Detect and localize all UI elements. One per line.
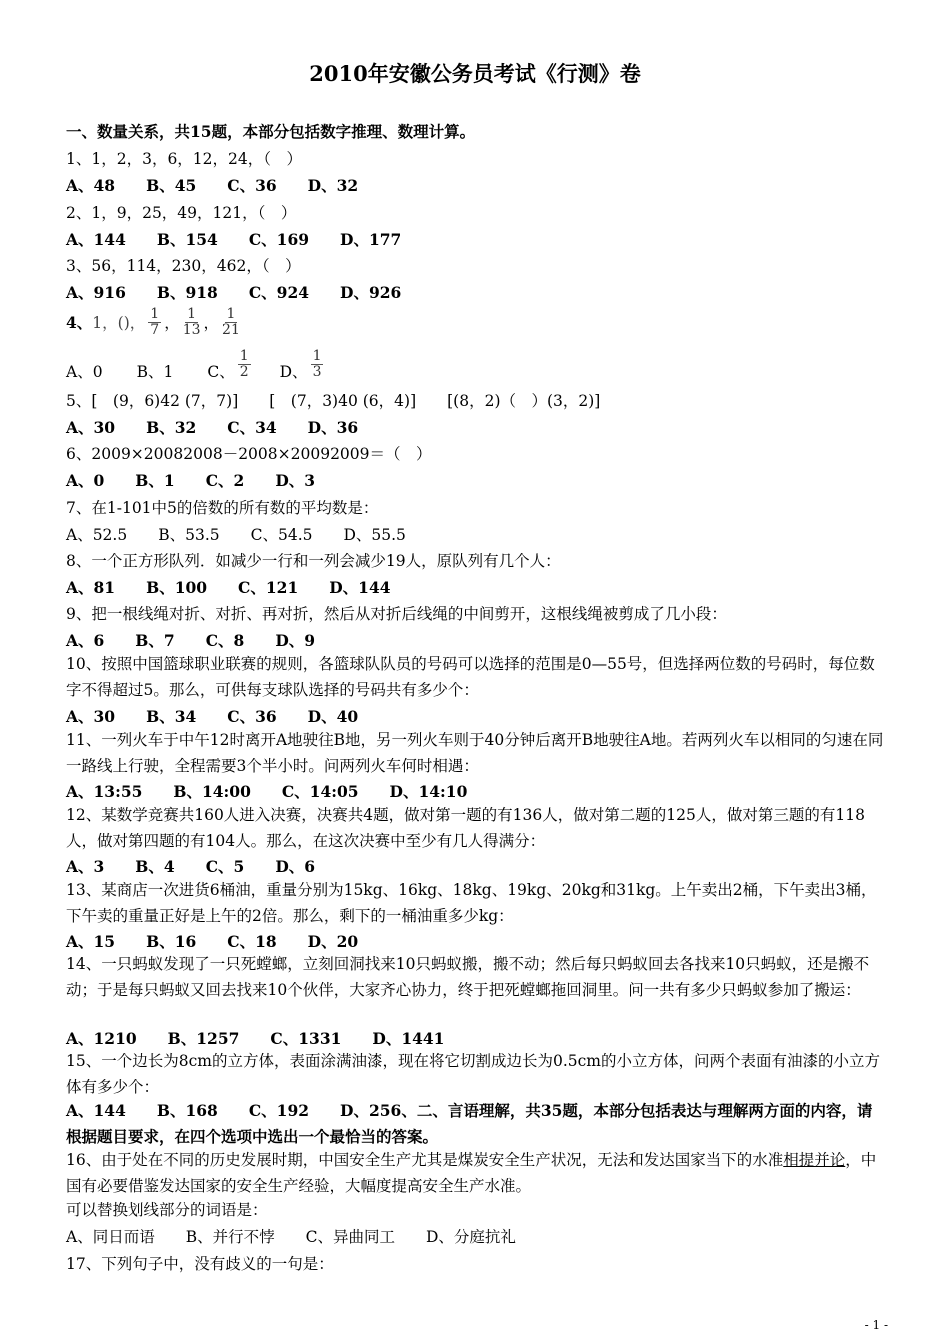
question-3: 3、56，114，230，462，（ ）	[66, 257, 301, 275]
options-3: A、916 B、918 C、924 D、926	[66, 283, 402, 302]
question-12: 12、某数学竞赛共160人进入决赛，决赛共4题，做对第一题的有136人，做对第二题的125人，做对第三题的有118人，做对第四题的有104人。那么，在这次决赛中至少有几人得满分：	[66, 806, 865, 850]
options-8: A、81 B、100 C、121 D、144	[66, 578, 391, 597]
question-1: 1、1，2，3，6，12，24，（ ）	[66, 150, 303, 168]
option-4b: B、1	[136, 363, 174, 381]
question-11: 11、一列火车于中午12时离开A地驶往B地，另一列火车则于40分钟后离开B地驶往A地。若两列火车以相同的匀速在同一路线上行驶，全程需要3个半小时。问两列火车何时相遇：	[66, 731, 884, 775]
fraction-1-7: $\frac{1}{7}$	[150, 305, 160, 338]
question-17: 17、下列句子中，没有歧义的一句是：	[66, 1255, 334, 1273]
options-10: A、30 B、34 C、36 D、40	[66, 707, 359, 726]
options-14: A、1210 B、1257 C、1331 D、1441	[66, 1029, 445, 1048]
options-6: A、0 B、1 C、2 D、3	[66, 471, 316, 490]
options-12: A、3 B、4 C、5 D、6	[66, 857, 316, 876]
question-5: 5、[ (9，6)42 (7，7)] [ (7，3)40 (6，4)] [(8，2)（ ）(3，2)]	[66, 392, 601, 410]
fraction-1-21: $\frac{1}{21}$	[222, 305, 240, 338]
page-number: - 1 -	[864, 1318, 888, 1332]
option-4a: A、0	[66, 363, 103, 381]
question-8: 8、一个正方形队列．如减少一行和一列会减少19人，原队列有几个人：	[66, 552, 561, 570]
question-4: 4、 1，()， $\frac{1}{7}$ ， $\frac{1}{13}$ ， $\frac{1}{21}$	[66, 305, 240, 338]
options-16: A、同日而语 B、并行不悖 C、异曲同工 D、分庭抗礼	[66, 1228, 516, 1246]
question-16-prompt: 可以替换划线部分的词语是：	[66, 1201, 268, 1219]
options-7: A、52.5 B、53.5 C、54.5 D、55.5	[66, 526, 406, 544]
options-13: A、15 B、16 C、18 D、20	[66, 932, 359, 951]
question-14: 14、一只蚂蚁发现了一只死螳螂，立刻回洞找来10只蚂蚁搬，搬不动；然后每只蚂蚁回去各找来10只蚂蚁，还是搬不动；于是每只蚂蚁又回去找来10个伙伴，大家齐心协力，终于把死螳螂拖回洞里。问一共有多少只蚂蚁参加了搬运：	[66, 955, 870, 999]
fraction-1-13: $\frac{1}{13}$	[182, 305, 201, 338]
options-9: A、6 B、7 C、8 D、9	[66, 631, 316, 650]
options-15-and-section-2: A、144 B、168 C、192 D、256、二、言语理解，共35题，本部分包括表达与理解两方面的内容，请根据题目要求，在四个选项中选出一个最恰当的答案。	[66, 1101, 873, 1146]
options-5: A、30 B、32 C、34 D、36	[66, 418, 359, 437]
options-2: A、144 B、154 C、169 D、177	[66, 230, 402, 249]
fraction-1-2: $\frac{1}{2}$	[239, 348, 249, 380]
section-heading: 一、数量关系，共15题，本部分包括数字推理、数理计算。	[66, 122, 476, 141]
underlined-phrase: 相提并论	[783, 1151, 846, 1169]
question-9: 9、把一根线绳对折、对折、再对折，然后从对折后线绳的中间剪开，这根线绳被剪成了几小段：	[66, 605, 727, 623]
question-4-number: 4、	[66, 313, 93, 332]
options-4	[66, 344, 886, 382]
question-4-sequence: 1，()，	[92, 314, 146, 332]
question-10: 10、按照中国篮球职业联赛的规则，各篮球队队员的号码可以选择的范围是0—55号，但选择两位数的号码时，每位数字不得超过5。那么，可供每支球队选择的号码共有多少个：	[66, 655, 875, 699]
question-15: 15、一个边长为8cm的立方体，表面涂满油漆，现在将它切割成边长为0.5cm的小立方体，问两个表面有油漆的小立方体有多少个：	[66, 1052, 880, 1096]
question-6: 6、2009×20082008－2008×20092009＝（ ）	[66, 445, 432, 463]
options-1: A、48 B、45 C、36 D、32	[66, 176, 359, 195]
option-4c: C、	[207, 363, 235, 381]
question-7: 7、在1-101中5的倍数的所有数的平均数是：	[66, 499, 379, 517]
fraction-1-3: $\frac{1}{3}$	[312, 348, 322, 380]
question-13: 13、某商店一次进货6桶油，重量分别为15kg、16kg、18kg、19kg、20kg和31kg。上午卖出2桶，下午卖出3桶，下午卖的重量正好是上午的2倍。那么，剩下的一桶油重多少kg：	[66, 881, 877, 925]
option-4d: D、	[279, 363, 308, 381]
question-2: 2、1，9，25，49，121，（ ）	[66, 204, 297, 222]
options-11: A、13:55 B、14:00 C、14:05 D、14:10	[66, 782, 468, 801]
question-16: 16、由于处在不同的历史发展时期，中国安全生产尤其是煤炭安全生产状况，无法和发达国家当下的水准相提并论，中国有必要借鉴发达国家的安全生产经验，大幅度提高安全生产水准。	[66, 1151, 877, 1195]
page-title: 2010年安徽公务员考试《行测》卷	[309, 61, 641, 86]
